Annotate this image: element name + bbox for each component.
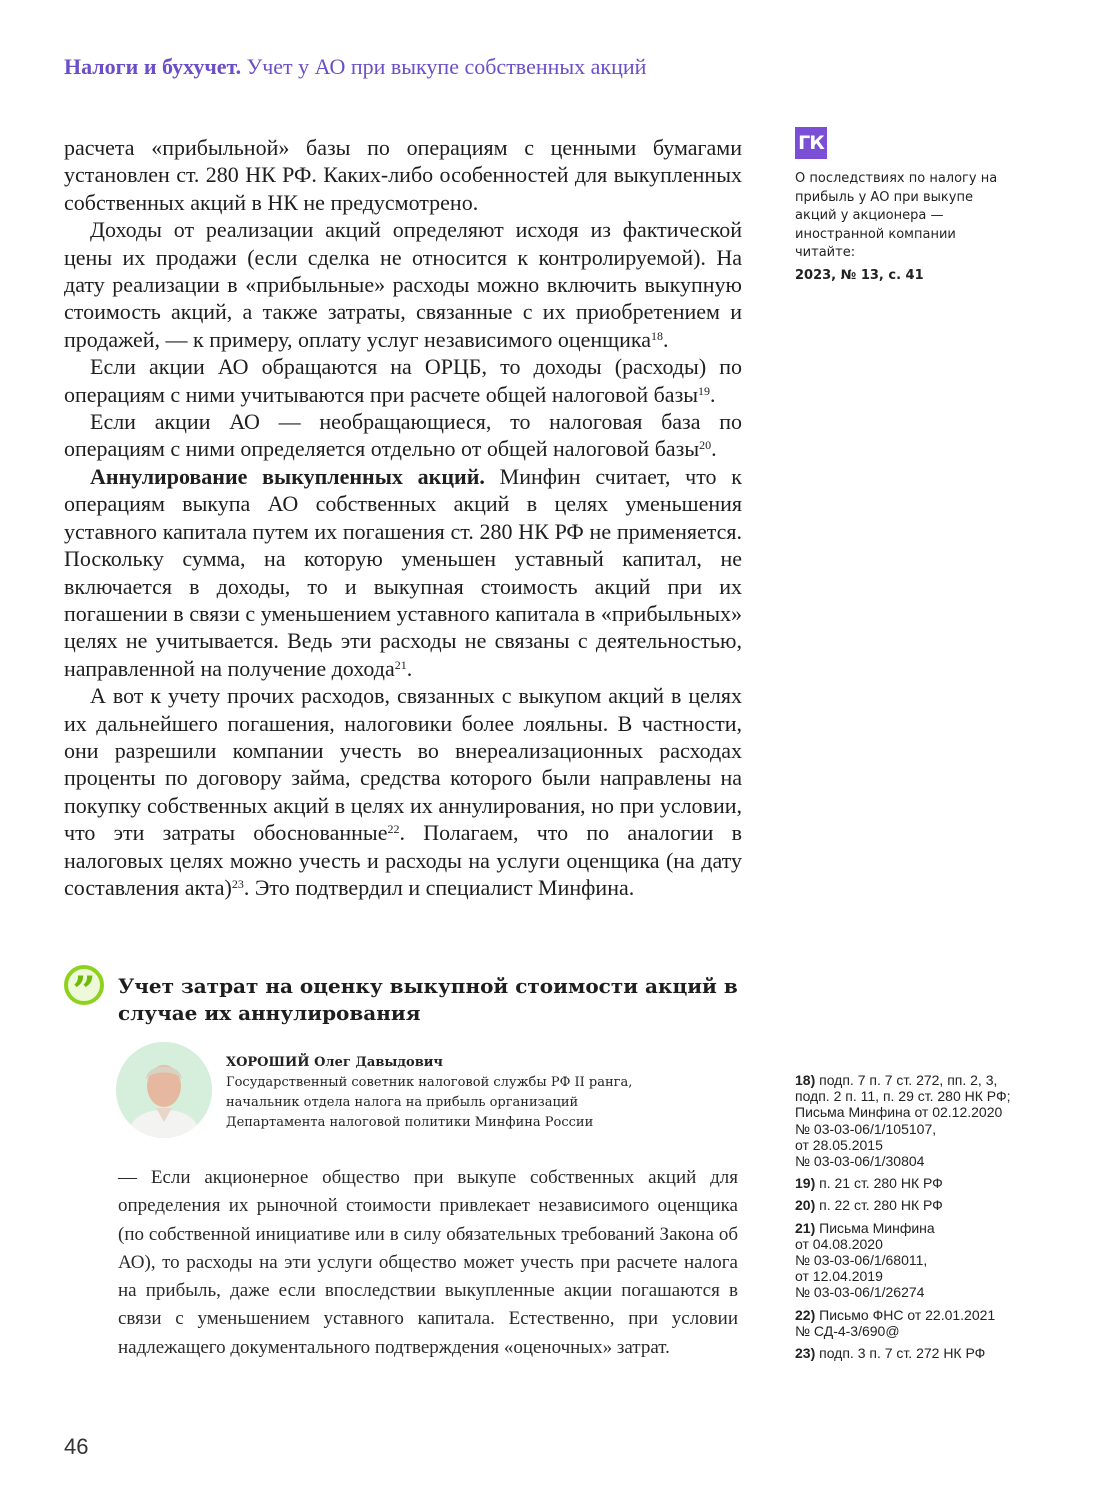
footnote: 18) подп. 7 п. 7 ст. 272, пп. 2, 3, подп. 2 п. 11, п. 29 ст. 280 НК РФ; Письма Минфина от 02.12.2020 № 03-03-06/1/105107, от 28.05.2015 № 03-03-06/1/30804 — [795, 1072, 1011, 1170]
expert-position: начальник отдела налога на прибыль организаций — [226, 1095, 579, 1110]
page-number: 46 — [64, 1434, 89, 1459]
quote-text: — Если акционерное общество при выкупе собственных акций для определения их рыночной стоимости привлекает независимого оценщика (по собственной инициативе или в силу обязательных требований Закона об АО), то расходы на эти услуги общество может учесть при расчете налога на прибыль, даже если впоследствии выкупленные акции погашаются в связи с уменьшением уставного капитала. Естественно, при условии надлежащего документального подтверждения «оценочных» затрат. — [118, 1167, 738, 1358]
paragraph: Аннулирование выкупленных акций. Минфин считает, что к операциям выкупа АО собственных акций в целях уменьшения уставного капитала путем их погашения ст. 280 НК РФ не применяется. Поскольку сумма, на которую уменьшен уставный капитал, не включается в доходы, то и выкупная стоимость акций при их погашении в связи с уменьшением уставного капитала в «прибыльных» целях не учитывается. Ведь эти расходы не связаны с деятельностью, направленной на получение дохода$^{21}$. — [64, 463, 742, 681]
subheading: Аннулирование выкупленных акций. — [90, 463, 485, 489]
footnote-ref[interactable]: 18 — [651, 328, 664, 343]
gk-logo-icon: ГК — [795, 127, 827, 159]
header-section: Налоги и бухучет. — [64, 54, 242, 79]
quote-title: Учет затрат на оценку выкупной стоимости акций в случае их аннулирования — [118, 974, 738, 1025]
footnotes — [795, 1072, 1025, 1367]
paragraph: Если акции АО — необращающиеся, то налоговая база по операциям с ними определяется отдельно от общей налоговой базы$^{20}$. — [64, 409, 742, 462]
footnote-ref[interactable]: 21 — [394, 657, 407, 672]
footnote: 20) п. 22 ст. 280 НК РФ — [795, 1197, 943, 1214]
footnote: 19) п. 21 ст. 280 НК РФ — [795, 1175, 943, 1192]
expert-photo-icon — [116, 1042, 212, 1138]
expert-name: ХОРОШИЙ Олег Давыдович — [226, 1055, 443, 1070]
avatar — [116, 1042, 212, 1138]
footnote-ref[interactable]: 23 — [231, 876, 244, 891]
running-header — [64, 54, 646, 80]
expert-position: Департамента налоговой политики Минфина России — [226, 1115, 594, 1130]
expert-position: Государственный советник налоговой службы РФ II ранга, — [226, 1075, 633, 1090]
paragraph: Доходы от реализации акций определяют исходя из фактической цены их продажи (если сделка не относится к контролируемой). На дату реализации в «прибыльные» расходы можно включить выкупную стоимость акций, а также затраты, связанные с их приобретением и продажей, — к примеру, оплату услуг независимого оценщика$^{18}$. — [64, 217, 742, 352]
paragraph: А вот к учету прочих расходов, связанных с выкупом акций в целях их дальнейшего погашения, налоговики более лояльны. В частности, они разрешили компании учесть во внереализационных расходах проценты по договору займа, средства которого были направлены на покупку собственных акций в целях их аннулирования, но при условии, что эти затраты обоснованные$^{22}$. Полагаем, что по аналогии в налоговых целях можно учесть и расходы на услуги оценщика (на дату составления акта)$^{23}$. Это подтвердил и специалист Минфина. — [64, 683, 742, 900]
sidebar-note-text: О последствиях по налогу на прибыль у АО при выкупе акций у акционера — иностранной компании читайте: — [795, 171, 998, 260]
sidebar-reference[interactable]: 2023, № 13, с. 41 — [795, 267, 924, 283]
footnote-ref[interactable]: 22 — [387, 822, 400, 837]
footnote-ref[interactable]: 19 — [698, 383, 711, 398]
header-title: Учет у АО при выкупе собственных акций — [246, 54, 647, 79]
footnote: 23) подп. 3 п. 7 ст. 272 НК РФ — [795, 1345, 986, 1362]
paragraph: Если акции АО обращаются на ОРЦБ, то доходы (расходы) по операциям с ними учитываются при расчете общей налоговой базы$^{19}$. — [64, 354, 742, 407]
article-body — [64, 134, 742, 901]
paragraph: расчета «прибыльной» базы по операциям с ценными бумагами установлен ст. 280 НК РФ. Каких-либо особенностей для выкупленных собственных акций в НК не предусмотрено. — [64, 135, 742, 215]
expert-info — [226, 1053, 646, 1133]
quote-icon: ” — [64, 965, 104, 1005]
footnote: 22) Письмо ФНС от 22.01.2021 № СД-4-3/690@ — [795, 1306, 996, 1339]
footnote-ref[interactable]: 20 — [699, 438, 712, 453]
footnote: 21) Письма Минфина от 04.08.2020 № 03-03-06/1/68011, от 12.04.2019 № 03-03-06/1/26274 — [795, 1219, 935, 1301]
sidebar-note — [795, 170, 1010, 285]
